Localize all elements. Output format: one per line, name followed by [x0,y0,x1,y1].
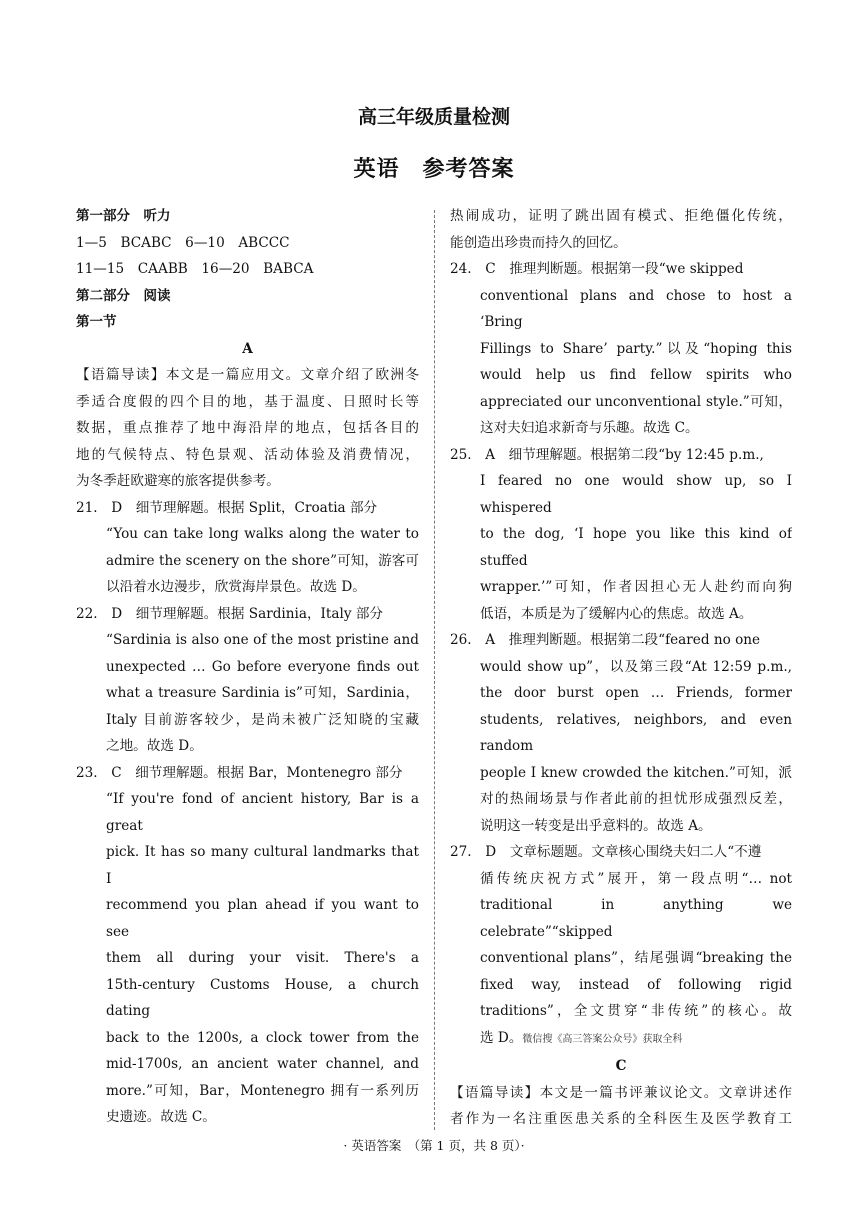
watermark-note: 微信搜《高三答案公众号》获取全科 [522,1033,683,1045]
answer-line: 24. C 推理判断题。根据第一段“we skipped [450,261,744,277]
answer-line: students, relatives, neighbors, and even random [480,711,792,754]
passage-c-label: C [615,1058,627,1074]
answer-21 [76,495,419,601]
answer-line: mid-1700s, an ancient water channel, and [106,1056,419,1072]
answer-25 [450,442,792,628]
passage-a-intro [76,362,419,495]
part2-heading: 第二部分 阅读 [76,287,171,304]
answer-line: traditional in anything we celebrate”“skipped [480,897,792,940]
answer-line: 21. D 细节理解题。根据 Split，Croatia 部分 [76,499,378,516]
answer-line: unexpected … Go before everyone finds out [106,658,419,675]
answer-line: “Sardinia is also one of the most pristine and [106,632,419,648]
column-divider [434,210,435,1130]
answer-line: appreciated our unconventional style.”可知， [480,393,792,410]
answer-line: 27. D 文章标题题。文章核心围绕夫妇二人“不遵 [450,844,762,860]
answer-line: 之地。故选 D。 [106,738,203,754]
intro-line: 【语篇导读】本文是一篇书评兼议论文。文章讲述作 [450,1084,792,1101]
page-subtitle: 英语 参考答案 [353,157,515,182]
part1-heading: 第一部分 听力 [76,208,171,224]
answer-line: to the dog, ‘I hope you like this kind of stuffed [480,526,792,569]
answer-line: 以沿着水边漫步，欣赏海岸景色。故选 D。 [106,579,366,595]
answer-line: conventional plans and chose to host a ‘Bring [480,287,792,330]
answer-line: 26. A 推理判断题。根据第二段“feared no one [450,632,761,648]
intro-line: 【语篇导读】本文是一篇应用文。文章介绍了欧洲冬 [76,367,419,383]
answer-line: traditions”，全文贯穿“非传统”的核心。故 [480,1003,792,1019]
answer-line: people I knew crowded the kitchen.”可知，派 [480,764,792,781]
page-footer: · 英语答案 （第 1 页，共 8 页）· [343,1138,525,1153]
answer-line: 22. D 细节理解题。根据 Sardinia，Italy 部分 [76,605,384,622]
answer-line: recommend you plan ahead if you want to see [106,897,419,940]
answer-line: 低语，本质是为了缓解内心的焦虑。故选 A。 [480,605,753,622]
listening-answers-row-1: 1—5 BCABC 6—10 ABCCC [76,234,290,251]
answer-line: 史遗迹。故选 C。 [106,1109,216,1125]
answer-line: Fillings to Share’ party.”以及“hoping this [480,340,792,357]
answer-line: would show up”，以及第三段“At 12:59 p.m., [480,658,792,675]
answer-27-ending: 选 D。 [480,1029,523,1046]
intro-line: 能创造出珍贵而持久的回忆。 [450,234,627,251]
answer-line: the door burst open … Friends, former [480,685,792,701]
answer-line: 23. C 细节理解题。根据 Bar，Montenegro 部分 [76,764,403,781]
answer-line: 这对夫妇追求新奇与乐趣。故选 C。 [480,420,699,436]
answer-24 [450,256,792,442]
answer-line: admire the scenery on the shore”可知，游客可 [106,552,419,569]
intro-line: 数据，重点推荐了地中海沿岸的地点，包括各目的 [76,420,419,436]
answer-line: 25. A 细节理解题。根据第二段“by 12:45 p.m., [450,446,764,463]
section1-heading: 第一节 [76,314,117,330]
answer-line: “If you're fond of ancient history, Bar is a great [106,791,419,834]
answer-line: would help us find fellow spirits who [480,367,792,383]
listening-answers-row-2: 11—15 CAABB 16—20 BABCA [76,261,314,277]
answer-26 [450,627,792,839]
answer-line: fixed way, instead of following rigid [480,976,792,993]
answer-22 [76,601,419,760]
answer-line: Italy 目前游客较少，是尚未被广泛知晓的宝藏 [106,711,419,728]
passage-c-intro [450,1080,792,1134]
left-column [76,203,419,1133]
answer-line: “You can take long walks along the water to [106,526,419,542]
answer-line: 15th-century Customs House, a church dating [106,976,419,1019]
answer-line: 循传统庆祝方式”展开，第一段点明“… not [480,870,792,887]
page-title: 高三年级质量检测 [357,106,510,128]
answer-line: them all during your visit. There's a [106,950,419,966]
answer-line: pick. It has so many cultural landmarks that I [106,844,419,887]
passage-a-label: A [242,340,253,357]
answer-line: wrapper.’”可知，作者因担心无人赴约而向狗 [480,579,792,595]
answer-line: what a treasure Sardinia is”可知，Sardinia， [106,685,419,701]
intro-line: 者作为一名注重医患关系的全科医生及医学教育工 [450,1111,792,1127]
answer-line: 对的热闹场景与作者此前的担忧形成强烈反差， [480,791,792,807]
answer-line: I feared no one would show up, so I whispered [480,473,792,516]
passage-b-intro-continued [450,203,792,256]
passage-b-label [76,1131,419,1134]
answer-line: 说明这一转变是出乎意料的。故选 A。 [480,817,712,834]
answer-27 [450,839,792,1053]
answer-line [450,1025,792,1054]
right-column [450,203,792,1133]
intro-line [450,1133,792,1134]
intro-line: 为冬季赶欧避寒的旅客提供参考。 [76,473,280,489]
intro-line: 热闹成功，证明了跳出固有模式、拒绝僵化传统， [450,208,792,224]
answer-line: back to the 1200s, a clock tower from the [106,1029,419,1046]
answer-23 [76,760,419,1131]
intro-line: 地的气候特点、特色景观、活动体验及消费情况， [76,446,419,463]
answer-line: more.”可知，Bar，Montenegro 拥有一系列历 [106,1082,419,1099]
intro-line: 季适合度假的四个目的地，基于温度、日照时长等 [76,393,419,410]
answer-line: conventional plans”，结尾强调“breaking the [480,950,792,966]
